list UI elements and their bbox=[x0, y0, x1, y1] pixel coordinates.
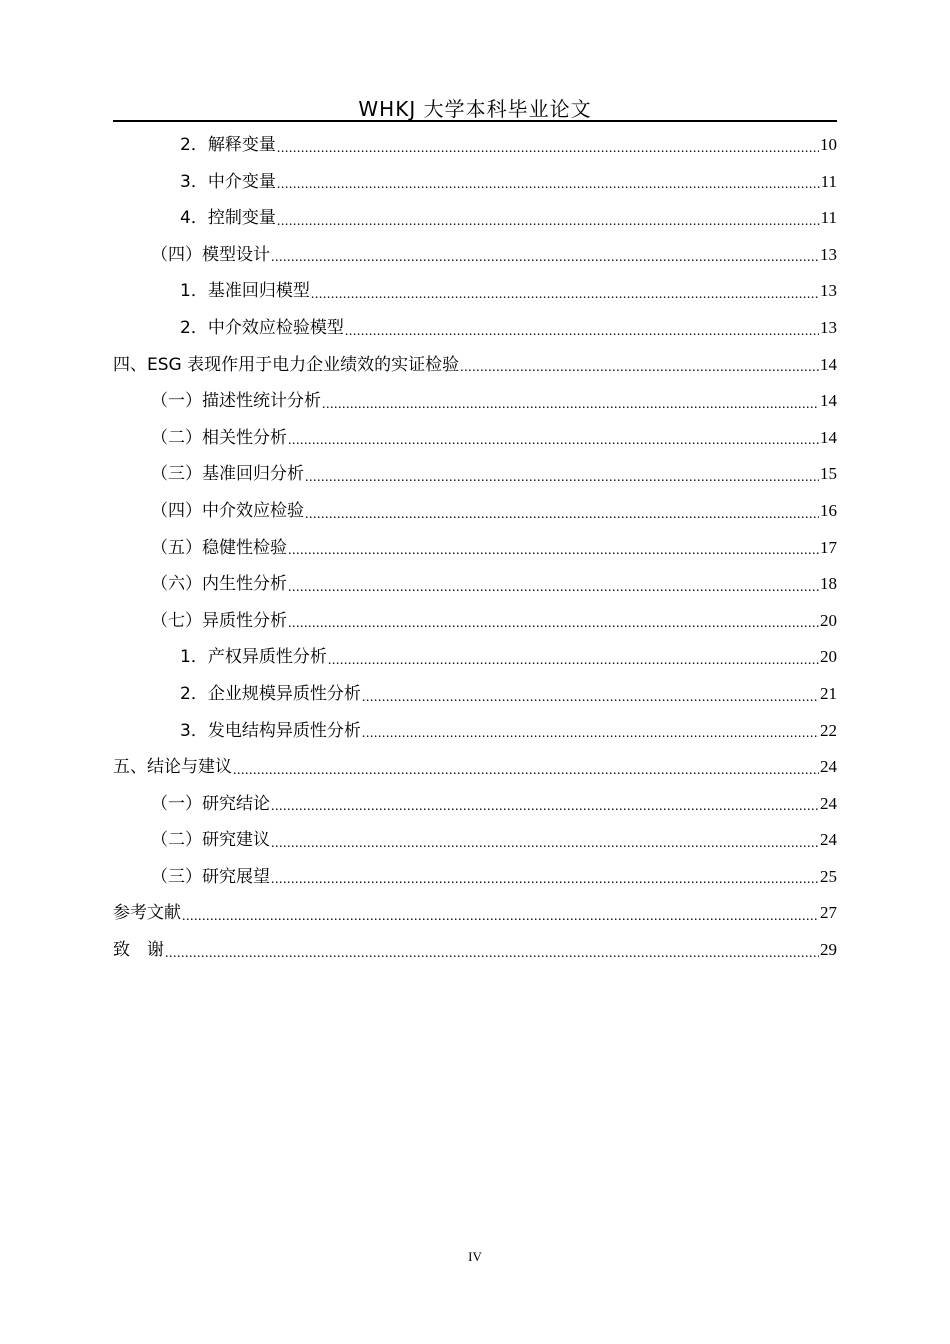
toc-entry[interactable] bbox=[113, 566, 837, 603]
toc-entry-page-number: 10 bbox=[820, 135, 837, 154]
toc-entry[interactable] bbox=[113, 895, 837, 932]
toc-entry-page-number: 24 bbox=[820, 830, 837, 850]
toc-entry-title: 3．发电结构异质性分析 bbox=[180, 720, 361, 741]
toc-entry-title: 4．控制变量 bbox=[180, 208, 276, 229]
toc-entry-title: 致 谢 bbox=[113, 940, 164, 961]
toc-dot-leader bbox=[288, 426, 819, 456]
toc-entry[interactable] bbox=[113, 786, 837, 823]
toc-entry[interactable] bbox=[113, 347, 837, 384]
toc-entry[interactable] bbox=[113, 310, 837, 347]
toc-entry-title: 3．中介变量 bbox=[180, 171, 276, 192]
toc-entry-title: 2．解释变量 bbox=[180, 135, 276, 155]
toc-entry[interactable] bbox=[113, 273, 837, 310]
running-header-title: WHKJ 大学本科毕业论文 bbox=[358, 97, 592, 121]
toc-entry-page-number: 24 bbox=[820, 757, 837, 777]
toc-entry[interactable] bbox=[113, 749, 837, 786]
toc-dot-leader bbox=[311, 280, 819, 310]
toc-entry-page-number: 17 bbox=[820, 537, 837, 557]
toc-dot-leader bbox=[362, 683, 819, 713]
toc-dot-leader bbox=[165, 939, 819, 969]
toc-dot-leader bbox=[271, 829, 819, 859]
toc-entry-title: （四）中介效应检验 bbox=[151, 500, 304, 521]
toc-dot-leader bbox=[182, 902, 819, 932]
toc-entry[interactable] bbox=[113, 822, 837, 859]
toc-entry-title: （四）模型设计 bbox=[151, 244, 270, 265]
toc-entry-page-number: 16 bbox=[820, 500, 837, 520]
toc-entry[interactable] bbox=[113, 932, 837, 969]
toc-entry-page-number: 13 bbox=[820, 244, 837, 264]
toc-dot-leader bbox=[328, 646, 819, 676]
toc-entry-page-number: 13 bbox=[820, 317, 837, 337]
toc-entry[interactable] bbox=[113, 200, 837, 237]
toc-entry-page-number: 13 bbox=[820, 281, 837, 301]
toc-entry-title: 2．企业规模异质性分析 bbox=[180, 683, 361, 704]
toc-entry-title: 2．中介效应检验模型 bbox=[180, 317, 344, 338]
toc-entry[interactable] bbox=[113, 237, 837, 274]
toc-entry[interactable] bbox=[113, 456, 837, 493]
toc-dot-leader bbox=[345, 317, 819, 347]
toc-entry-page-number: 18 bbox=[820, 574, 837, 594]
toc-dot-leader bbox=[460, 353, 819, 383]
toc-dot-leader bbox=[305, 500, 819, 530]
toc-dot-leader bbox=[271, 243, 819, 273]
toc-entry-title: 参考文献 bbox=[113, 903, 181, 924]
toc-entry[interactable] bbox=[113, 493, 837, 530]
toc-entry-page-number: 25 bbox=[820, 866, 837, 886]
toc-entry-page-number: 14 bbox=[820, 354, 837, 374]
toc-entry-title: （二）研究建议 bbox=[151, 830, 270, 851]
toc-entry-page-number: 29 bbox=[820, 940, 837, 960]
toc-entry-title: （一）研究结论 bbox=[151, 793, 270, 814]
toc-entry-title: （六）内生性分析 bbox=[151, 574, 287, 595]
toc-entry-page-number: 14 bbox=[820, 427, 837, 447]
toc-entry-title: （三）研究展望 bbox=[151, 866, 270, 887]
toc-entry-page-number: 24 bbox=[820, 793, 837, 813]
toc-entry[interactable] bbox=[113, 603, 837, 640]
toc-entry-title: （五）稳健性检验 bbox=[151, 537, 287, 558]
toc-entry-title: （七）异质性分析 bbox=[151, 610, 287, 631]
toc-entry[interactable] bbox=[113, 420, 837, 457]
toc-dot-leader bbox=[322, 390, 819, 420]
toc-entry-page-number: 21 bbox=[820, 683, 837, 703]
toc-entry[interactable] bbox=[113, 383, 837, 420]
toc-entry-page-number: 20 bbox=[820, 647, 837, 667]
toc-entry-page-number: 20 bbox=[820, 610, 837, 630]
toc-entry-title: 1．基准回归模型 bbox=[180, 281, 310, 302]
toc-dot-leader bbox=[277, 170, 820, 200]
page-number: IV bbox=[468, 1249, 482, 1264]
toc-dot-leader bbox=[288, 573, 819, 603]
toc-entry-page-number: 15 bbox=[820, 464, 837, 484]
header-rule bbox=[113, 120, 837, 122]
toc-entry[interactable] bbox=[113, 676, 837, 713]
toc-dot-leader bbox=[288, 609, 819, 639]
toc-entry-title: 四、ESG 表现作用于电力企业绩效的实证检验 bbox=[113, 354, 460, 375]
toc-dot-leader bbox=[271, 792, 819, 822]
toc-entry[interactable] bbox=[113, 639, 837, 676]
toc-entry-title: （二）相关性分析 bbox=[151, 427, 287, 448]
toc-dot-leader bbox=[233, 756, 819, 786]
toc-entry-title: （一）描述性统计分析 bbox=[151, 391, 321, 412]
toc-entry-page-number: 14 bbox=[820, 391, 837, 411]
toc-dot-leader bbox=[271, 865, 819, 895]
toc-entry[interactable] bbox=[113, 530, 837, 567]
toc-dot-leader bbox=[288, 536, 819, 566]
toc-dot-leader bbox=[277, 134, 819, 164]
toc-entry-page-number: 27 bbox=[820, 903, 837, 923]
toc-entry[interactable] bbox=[113, 127, 837, 164]
toc-entry-page-number: 22 bbox=[820, 720, 837, 740]
toc-entry[interactable] bbox=[113, 164, 837, 201]
toc-entry-title: 五、结论与建议 bbox=[113, 757, 232, 778]
toc-dot-leader bbox=[362, 719, 819, 749]
toc-dot-leader bbox=[305, 463, 819, 493]
toc-entry[interactable] bbox=[113, 859, 837, 896]
toc-entry[interactable] bbox=[113, 713, 837, 750]
toc-dot-leader bbox=[277, 207, 820, 237]
toc-entry-title: （三）基准回归分析 bbox=[151, 464, 304, 485]
toc-entry-page-number: 11 bbox=[820, 171, 837, 191]
toc-entry-page-number: 11 bbox=[820, 208, 837, 228]
toc-entry-title: 1．产权异质性分析 bbox=[180, 647, 327, 668]
table-of-contents bbox=[113, 127, 837, 969]
